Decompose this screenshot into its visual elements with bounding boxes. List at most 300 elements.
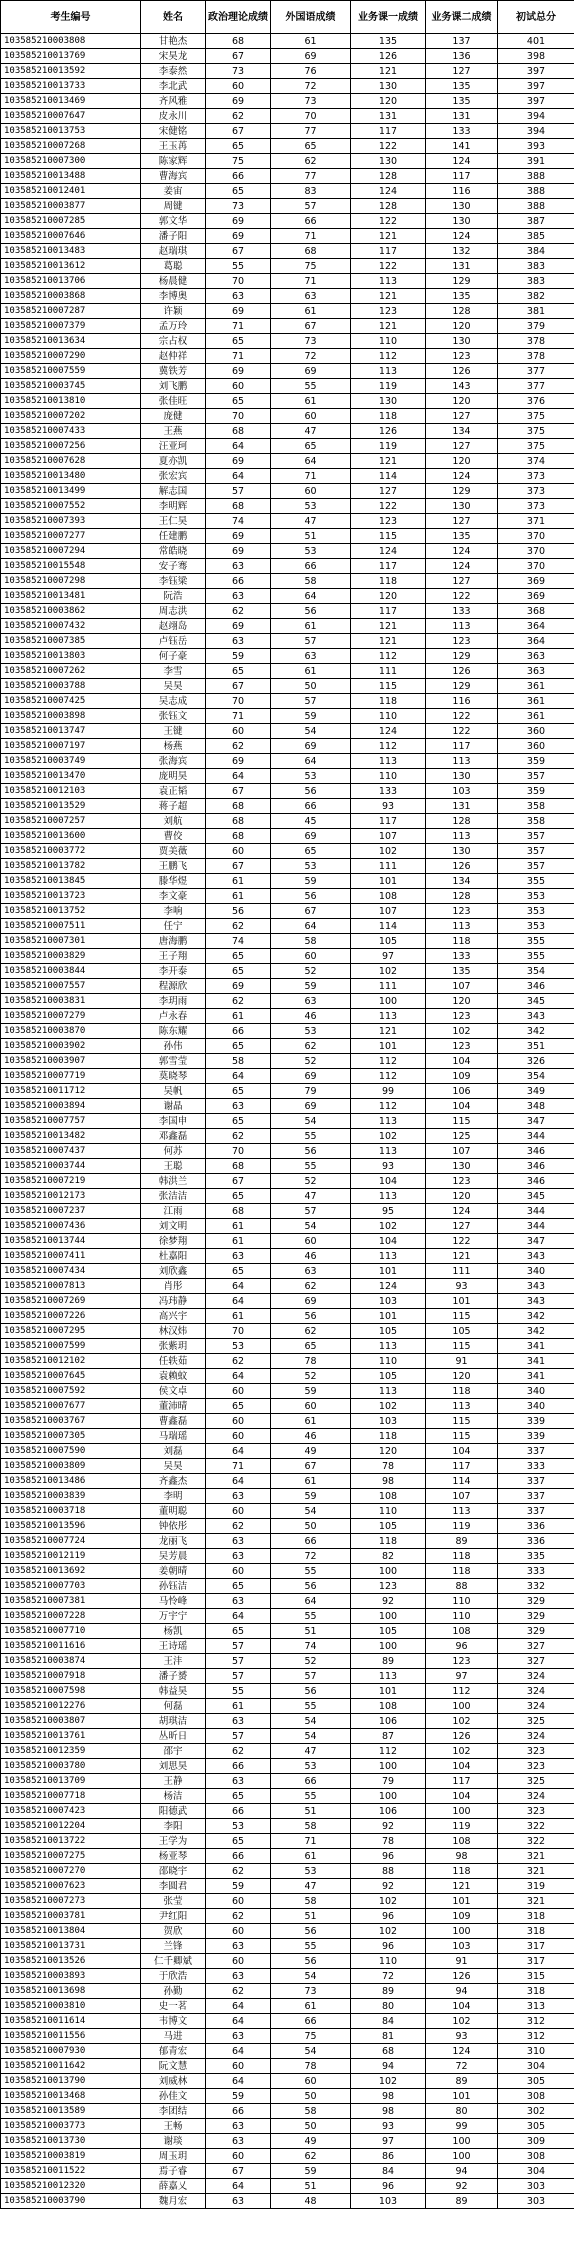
foreign-language-score-cell: 45	[271, 814, 351, 829]
table-row	[1, 229, 574, 244]
table-row	[1, 1219, 574, 1234]
politics-score-cell: 63	[206, 1714, 271, 1729]
exam-id-cell: 103585210007433	[1, 424, 141, 439]
politics-score-cell: 69	[206, 619, 271, 634]
major-course-2-score-cell: 110	[426, 1594, 498, 1609]
politics-score-cell: 57	[206, 1729, 271, 1744]
foreign-language-score-cell: 58	[271, 2104, 351, 2119]
name-cell: 王聪	[141, 1159, 206, 1174]
foreign-language-score-cell: 63	[271, 289, 351, 304]
major-course-1-score-cell: 117	[351, 814, 426, 829]
total-score-cell: 321	[498, 1864, 574, 1879]
total-score-cell: 343	[498, 1294, 574, 1309]
total-score-cell: 312	[498, 2029, 574, 2044]
exam-id-cell: 103585210013731	[1, 1939, 141, 1954]
politics-score-cell: 66	[206, 574, 271, 589]
total-score-cell: 357	[498, 769, 574, 784]
table-row	[1, 349, 574, 364]
exam-id-cell: 103585210007275	[1, 1849, 141, 1864]
major-course-2-score-cell: 120	[426, 1369, 498, 1384]
major-course-1-score-cell: 123	[351, 304, 426, 319]
major-course-2-score-cell: 124	[426, 154, 498, 169]
politics-score-cell: 64	[206, 1279, 271, 1294]
exam-id-cell: 103585210013480	[1, 469, 141, 484]
exam-id-cell: 103585210007226	[1, 1309, 141, 1324]
total-score-cell: 355	[498, 949, 574, 964]
foreign-language-score-cell: 53	[271, 859, 351, 874]
table-row	[1, 1054, 574, 1069]
major-course-2-score-cell: 115	[426, 1414, 498, 1429]
table-row	[1, 1504, 574, 1519]
exam-id-cell: 103585210003788	[1, 679, 141, 694]
foreign-language-score-cell: 55	[271, 1789, 351, 1804]
exam-id-cell: 103585210007381	[1, 1594, 141, 1609]
total-score-cell: 305	[498, 2119, 574, 2134]
name-cell: 史一茗	[141, 1999, 206, 2014]
politics-score-cell: 55	[206, 259, 271, 274]
major-course-1-score-cell: 104	[351, 1174, 426, 1189]
name-cell: 董沛晴	[141, 1399, 206, 1414]
total-score-cell: 373	[498, 499, 574, 514]
total-score-cell: 303	[498, 2194, 574, 2209]
name-cell: 王键	[141, 724, 206, 739]
major-course-2-score-cell: 120	[426, 994, 498, 1009]
exam-id-cell: 103585210007228	[1, 1609, 141, 1624]
foreign-language-score-cell: 50	[271, 1519, 351, 1534]
name-cell: 马怜峰	[141, 1594, 206, 1609]
major-course-1-score-cell: 124	[351, 544, 426, 559]
total-score-cell: 370	[498, 529, 574, 544]
table-row	[1, 484, 574, 499]
politics-score-cell: 62	[206, 1744, 271, 1759]
name-cell: 李国申	[141, 1114, 206, 1129]
table-row	[1, 829, 574, 844]
foreign-language-score-cell: 62	[271, 1279, 351, 1294]
major-course-2-score-cell: 130	[426, 214, 498, 229]
major-course-1-score-cell: 117	[351, 124, 426, 139]
major-course-2-score-cell: 101	[426, 2089, 498, 2104]
total-score-cell: 377	[498, 364, 574, 379]
exam-id-cell: 103585210003808	[1, 34, 141, 49]
exam-id-cell: 103585210007393	[1, 514, 141, 529]
foreign-language-score-cell: 57	[271, 634, 351, 649]
major-course-1-score-cell: 111	[351, 859, 426, 874]
foreign-language-score-cell: 50	[271, 2119, 351, 2134]
table-row	[1, 1579, 574, 1594]
total-score-cell: 321	[498, 1849, 574, 1864]
table-row	[1, 2044, 574, 2059]
table-row	[1, 2104, 574, 2119]
total-score-cell: 384	[498, 244, 574, 259]
foreign-language-score-cell: 52	[271, 1369, 351, 1384]
exam-id-cell: 103585210013486	[1, 1474, 141, 1489]
politics-score-cell: 64	[206, 439, 271, 454]
foreign-language-score-cell: 61	[271, 304, 351, 319]
politics-score-cell: 61	[206, 889, 271, 904]
politics-score-cell: 68	[206, 799, 271, 814]
table-row	[1, 379, 574, 394]
exam-id-cell: 103585210011616	[1, 1639, 141, 1654]
politics-score-cell: 65	[206, 1114, 271, 1129]
table-row	[1, 1984, 574, 1999]
major-course-2-score-cell: 119	[426, 1819, 498, 1834]
header-major-course-1-score: 业务课一成绩	[351, 1, 426, 34]
exam-id-cell: 103585210003773	[1, 2119, 141, 2134]
politics-score-cell: 64	[206, 1069, 271, 1084]
major-course-1-score-cell: 81	[351, 2029, 426, 2044]
table-row	[1, 319, 574, 334]
total-score-cell: 309	[498, 2134, 574, 2149]
table-row	[1, 124, 574, 139]
exam-id-cell: 103585210007592	[1, 1384, 141, 1399]
name-cell: 侯文卓	[141, 1384, 206, 1399]
name-cell: 李北武	[141, 79, 206, 94]
politics-score-cell: 63	[206, 634, 271, 649]
table-row	[1, 1279, 574, 1294]
total-score-cell: 339	[498, 1414, 574, 1429]
total-score-cell: 360	[498, 724, 574, 739]
table-row	[1, 499, 574, 514]
politics-score-cell: 74	[206, 514, 271, 529]
major-course-2-score-cell: 97	[426, 1669, 498, 1684]
name-cell: 吴昊	[141, 679, 206, 694]
politics-score-cell: 65	[206, 1789, 271, 1804]
major-course-1-score-cell: 94	[351, 2059, 426, 2074]
major-course-2-score-cell: 94	[426, 2164, 498, 2179]
major-course-1-score-cell: 110	[351, 709, 426, 724]
table-row	[1, 1534, 574, 1549]
foreign-language-score-cell: 77	[271, 124, 351, 139]
major-course-2-score-cell: 130	[426, 769, 498, 784]
major-course-2-score-cell: 129	[426, 484, 498, 499]
foreign-language-score-cell: 57	[271, 199, 351, 214]
total-score-cell: 373	[498, 484, 574, 499]
major-course-2-score-cell: 100	[426, 1924, 498, 1939]
major-course-1-score-cell: 105	[351, 1369, 426, 1384]
major-course-2-score-cell: 115	[426, 1114, 498, 1129]
table-row	[1, 1954, 574, 1969]
exam-id-cell: 103585210007257	[1, 814, 141, 829]
politics-score-cell: 66	[206, 1759, 271, 1774]
exam-id-cell: 103585210007385	[1, 634, 141, 649]
major-course-1-score-cell: 102	[351, 1924, 426, 1939]
table-row	[1, 154, 574, 169]
exam-id-cell: 103585210013600	[1, 829, 141, 844]
total-score-cell: 351	[498, 1039, 574, 1054]
total-score-cell: 374	[498, 454, 574, 469]
total-score-cell: 304	[498, 2164, 574, 2179]
major-course-2-score-cell: 94	[426, 1984, 498, 1999]
major-course-2-score-cell: 130	[426, 334, 498, 349]
major-course-1-score-cell: 93	[351, 2119, 426, 2134]
total-score-cell: 357	[498, 829, 574, 844]
name-cell: 谢琰	[141, 2134, 206, 2149]
name-cell: 杨燕	[141, 739, 206, 754]
table-row	[1, 2119, 574, 2134]
politics-score-cell: 68	[206, 829, 271, 844]
name-cell: 王仁昊	[141, 514, 206, 529]
major-course-2-score-cell: 102	[426, 1024, 498, 1039]
name-cell: 何子豪	[141, 649, 206, 664]
major-course-2-score-cell: 134	[426, 424, 498, 439]
name-cell: 任宁	[141, 919, 206, 934]
major-course-1-score-cell: 120	[351, 589, 426, 604]
total-score-cell: 354	[498, 1069, 574, 1084]
exam-id-cell: 103585210013747	[1, 724, 141, 739]
major-course-2-score-cell: 126	[426, 1729, 498, 1744]
politics-score-cell: 65	[206, 1084, 271, 1099]
table-row	[1, 1414, 574, 1429]
major-course-2-score-cell: 118	[426, 1384, 498, 1399]
exam-id-cell: 103585210012173	[1, 1189, 141, 1204]
table-row	[1, 634, 574, 649]
major-course-1-score-cell: 123	[351, 514, 426, 529]
politics-score-cell: 62	[206, 109, 271, 124]
table-row	[1, 1744, 574, 1759]
table-row	[1, 1864, 574, 1879]
exam-id-cell: 103585210013810	[1, 394, 141, 409]
foreign-language-score-cell: 61	[271, 619, 351, 634]
major-course-1-score-cell: 122	[351, 499, 426, 514]
name-cell: 李文豪	[141, 889, 206, 904]
foreign-language-score-cell: 63	[271, 649, 351, 664]
politics-score-cell: 59	[206, 649, 271, 664]
foreign-language-score-cell: 65	[271, 439, 351, 454]
major-course-1-score-cell: 113	[351, 1144, 426, 1159]
exam-id-cell: 103585210007590	[1, 1444, 141, 1459]
major-course-2-score-cell: 127	[426, 574, 498, 589]
exam-id-cell: 103585210007432	[1, 619, 141, 634]
major-course-2-score-cell: 89	[426, 2074, 498, 2089]
exam-id-cell: 103585210007294	[1, 544, 141, 559]
exam-id-cell: 103585210011522	[1, 2164, 141, 2179]
major-course-1-score-cell: 112	[351, 1744, 426, 1759]
foreign-language-score-cell: 57	[271, 1204, 351, 1219]
name-cell: 庞明昊	[141, 769, 206, 784]
table-row	[1, 724, 574, 739]
major-course-1-score-cell: 110	[351, 1354, 426, 1369]
major-course-1-score-cell: 112	[351, 349, 426, 364]
politics-score-cell: 64	[206, 769, 271, 784]
name-cell: 韩益昊	[141, 1684, 206, 1699]
major-course-1-score-cell: 102	[351, 1399, 426, 1414]
politics-score-cell: 63	[206, 1534, 271, 1549]
name-cell: 郁青宏	[141, 2044, 206, 2059]
major-course-2-score-cell: 91	[426, 1354, 498, 1369]
major-course-1-score-cell: 100	[351, 994, 426, 1009]
major-course-1-score-cell: 135	[351, 34, 426, 49]
major-course-2-score-cell: 106	[426, 1084, 498, 1099]
foreign-language-score-cell: 54	[271, 1504, 351, 1519]
exam-id-cell: 103585210003809	[1, 1459, 141, 1474]
politics-score-cell: 60	[206, 379, 271, 394]
total-score-cell: 349	[498, 1084, 574, 1099]
major-course-1-score-cell: 118	[351, 409, 426, 424]
name-cell: 仁千卿斌	[141, 1954, 206, 1969]
exam-id-cell: 103585210007436	[1, 1219, 141, 1234]
major-course-2-score-cell: 117	[426, 1459, 498, 1474]
politics-score-cell: 67	[206, 679, 271, 694]
foreign-language-score-cell: 62	[271, 154, 351, 169]
politics-score-cell: 57	[206, 484, 271, 499]
foreign-language-score-cell: 64	[271, 754, 351, 769]
name-cell: 王畅	[141, 2119, 206, 2134]
major-course-1-score-cell: 105	[351, 934, 426, 949]
total-score-cell: 398	[498, 49, 574, 64]
politics-score-cell: 65	[206, 1624, 271, 1639]
total-score-cell: 397	[498, 79, 574, 94]
header-exam-id: 考生编号	[1, 1, 141, 34]
politics-score-cell: 62	[206, 739, 271, 754]
major-course-1-score-cell: 105	[351, 1624, 426, 1639]
major-course-1-score-cell: 112	[351, 1054, 426, 1069]
major-course-1-score-cell: 98	[351, 2104, 426, 2119]
exam-id-cell: 103585210013482	[1, 1129, 141, 1144]
foreign-language-score-cell: 78	[271, 1354, 351, 1369]
table-row	[1, 1624, 574, 1639]
politics-score-cell: 65	[206, 1834, 271, 1849]
exam-id-cell: 103585210003839	[1, 1489, 141, 1504]
foreign-language-score-cell: 60	[271, 1399, 351, 1414]
major-course-2-score-cell: 127	[426, 64, 498, 79]
total-score-cell: 325	[498, 1714, 574, 1729]
name-cell: 杨晨健	[141, 274, 206, 289]
politics-score-cell: 63	[206, 1489, 271, 1504]
table-row	[1, 1519, 574, 1534]
major-course-2-score-cell: 100	[426, 1804, 498, 1819]
table-row	[1, 2029, 574, 2044]
exam-id-cell: 103585210003767	[1, 1414, 141, 1429]
major-course-1-score-cell: 121	[351, 634, 426, 649]
total-score-cell: 322	[498, 1819, 574, 1834]
total-score-cell: 357	[498, 859, 574, 874]
major-course-2-score-cell: 118	[426, 1864, 498, 1879]
exam-id-cell: 103585210007628	[1, 454, 141, 469]
major-course-2-score-cell: 130	[426, 844, 498, 859]
exam-id-cell: 103585210013529	[1, 799, 141, 814]
major-course-1-score-cell: 117	[351, 244, 426, 259]
foreign-language-score-cell: 61	[271, 394, 351, 409]
name-cell: 尹红阳	[141, 1909, 206, 1924]
table-row	[1, 2149, 574, 2164]
name-cell: 张佳旺	[141, 394, 206, 409]
major-course-1-score-cell: 121	[351, 289, 426, 304]
total-score-cell: 343	[498, 1279, 574, 1294]
politics-score-cell: 62	[206, 1984, 271, 1999]
table-row	[1, 2014, 574, 2029]
major-course-2-score-cell: 104	[426, 1789, 498, 1804]
politics-score-cell: 64	[206, 2179, 271, 2194]
exam-id-cell: 103585210003810	[1, 1999, 141, 2014]
total-score-cell: 319	[498, 1879, 574, 1894]
table-row	[1, 784, 574, 799]
foreign-language-score-cell: 59	[271, 1384, 351, 1399]
table-row	[1, 439, 574, 454]
major-course-2-score-cell: 118	[426, 1564, 498, 1579]
table-row	[1, 1339, 574, 1354]
foreign-language-score-cell: 61	[271, 1999, 351, 2014]
exam-id-cell: 103585210013692	[1, 1564, 141, 1579]
major-course-2-score-cell: 80	[426, 2104, 498, 2119]
total-score-cell: 339	[498, 1429, 574, 1444]
major-course-2-score-cell: 107	[426, 979, 498, 994]
foreign-language-score-cell: 49	[271, 1444, 351, 1459]
table-row	[1, 424, 574, 439]
exam-id-cell: 103585210013592	[1, 64, 141, 79]
major-course-1-score-cell: 108	[351, 1699, 426, 1714]
foreign-language-score-cell: 51	[271, 1909, 351, 1924]
foreign-language-score-cell: 46	[271, 1009, 351, 1024]
politics-score-cell: 65	[206, 334, 271, 349]
foreign-language-score-cell: 73	[271, 334, 351, 349]
exam-id-cell: 103585210007295	[1, 1324, 141, 1339]
total-score-cell: 317	[498, 1954, 574, 1969]
major-course-1-score-cell: 120	[351, 1444, 426, 1459]
major-course-1-score-cell: 107	[351, 829, 426, 844]
table-row	[1, 799, 574, 814]
politics-score-cell: 67	[206, 2164, 271, 2179]
major-course-2-score-cell: 110	[426, 1609, 498, 1624]
table-row	[1, 1999, 574, 2014]
name-cell: 张宏宾	[141, 469, 206, 484]
major-course-2-score-cell: 136	[426, 49, 498, 64]
major-course-2-score-cell: 115	[426, 1429, 498, 1444]
exam-id-cell: 103585210007298	[1, 574, 141, 589]
table-row	[1, 859, 574, 874]
politics-score-cell: 70	[206, 409, 271, 424]
politics-score-cell: 69	[206, 94, 271, 109]
major-course-2-score-cell: 127	[426, 439, 498, 454]
table-row	[1, 214, 574, 229]
major-course-2-score-cell: 88	[426, 1579, 498, 1594]
total-score-cell: 379	[498, 319, 574, 334]
foreign-language-score-cell: 58	[271, 1894, 351, 1909]
foreign-language-score-cell: 55	[271, 1159, 351, 1174]
exam-id-cell: 103585210013481	[1, 589, 141, 604]
foreign-language-score-cell: 67	[271, 1459, 351, 1474]
foreign-language-score-cell: 54	[271, 1969, 351, 1984]
table-row	[1, 1804, 574, 1819]
name-cell: 周键	[141, 199, 206, 214]
name-cell: 陈东耀	[141, 1024, 206, 1039]
major-course-2-score-cell: 132	[426, 244, 498, 259]
table-row	[1, 2134, 574, 2149]
politics-score-cell: 65	[206, 1399, 271, 1414]
politics-score-cell: 68	[206, 814, 271, 829]
foreign-language-score-cell: 65	[271, 139, 351, 154]
exam-id-cell: 103585210007647	[1, 109, 141, 124]
foreign-language-score-cell: 56	[271, 604, 351, 619]
name-cell: 王诗瑶	[141, 1639, 206, 1654]
foreign-language-score-cell: 55	[271, 1939, 351, 1954]
name-cell: 刘文明	[141, 1219, 206, 1234]
exam-id-cell: 103585210007268	[1, 139, 141, 154]
foreign-language-score-cell: 51	[271, 2179, 351, 2194]
foreign-language-score-cell: 72	[271, 1549, 351, 1564]
major-course-1-score-cell: 95	[351, 1204, 426, 1219]
major-course-2-score-cell: 122	[426, 1234, 498, 1249]
table-row	[1, 34, 574, 49]
total-score-cell: 358	[498, 814, 574, 829]
exam-id-cell: 103585210003893	[1, 1969, 141, 1984]
major-course-2-score-cell: 126	[426, 664, 498, 679]
total-score-cell: 385	[498, 229, 574, 244]
total-score-cell: 318	[498, 1924, 574, 1939]
major-course-1-score-cell: 93	[351, 1159, 426, 1174]
total-score-cell: 329	[498, 1594, 574, 1609]
table-row	[1, 1594, 574, 1609]
total-score-cell: 336	[498, 1534, 574, 1549]
